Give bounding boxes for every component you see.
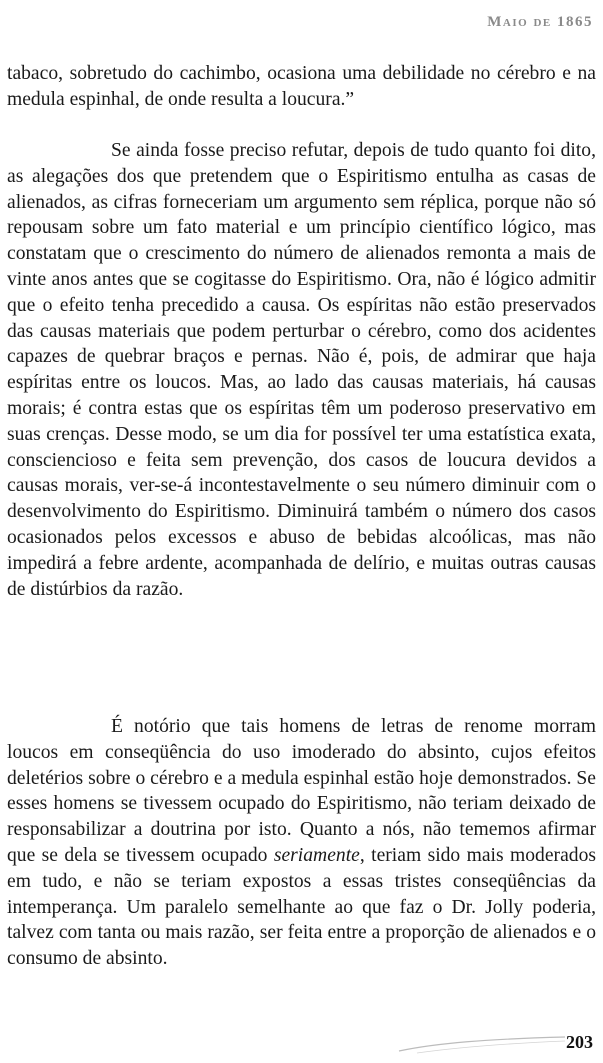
- page-number: 203: [566, 1032, 593, 1052]
- decorative-swash-icon: [397, 1033, 567, 1055]
- page-footer: [0, 1023, 603, 1063]
- paragraph-3-text-end: , teriam sido mais moderados em tudo, e não se teriam expostos a essas tristes conseqüências da intemperança. Um paralelo semelhante ao que faz o Dr. Jolly poderia, talvez com tanta ou mais razão, ser feita entre a proporção de alienados e o consumo de absinto.: [7, 844, 596, 970]
- paragraph-continuation: tabaco, sobretudo do cachimbo, ocasiona uma debilidade no cérebro e na medula espinhal, de onde resulta a loucura.”: [7, 63, 596, 110]
- paragraph-3: [7, 714, 596, 972]
- running-header: Maio de 1865: [487, 14, 593, 30]
- emphasis-seriamente: seriamente: [273, 844, 360, 866]
- paragraph-3-text-start: É notório que tais homens de letras de renome morram loucos em conseqüência do uso imoderado do absinto, cujos efeitos deletérios sobre o cérebro e a medula espinhal estão hoje demonstrados. Se esses homens se tivessem ocupado do Espiritismo, não teriam deixado de responsabilizar a doutrina por isto. Quanto a nós, não tememos afirmar que se dela se tivessem ocupado: [7, 716, 596, 866]
- paragraph-2: Se ainda fosse preciso refutar, depois de tudo quanto foi dito, as alegações dos que pretendem que o Espiritismo entulha as casas de alienados, as cifras forneceriam um argumento sem réplica, porque não só repousam sobre um fato material e um princípio científico lógico, mas constatam que o crescimento do número de alienados remonta a mais de vinte anos antes que se cogitasse do Espiritismo. Ora, não é lógico admitir que o efeito tenha precedido a causa. Os espíritas não estão preservados das causas materiais que podem perturbar o cérebro, como dos acidentes capazes de quebrar braços e pernas. Não é, pois, de admirar que haja espíritas entre os loucos. Mas, ao lado das causas materiais, há causas morais; é contra estas que os espíritas têm um poderoso preservativo em suas crenças. Desse modo, se um dia for possível ter uma estatística exata, consciencioso e feita sem prevenção, dos casos de loucura devidos a causas morais, ver-se-á incontestavelmente o seu número diminuir com o desenvolvimento do Espiritismo. Diminuirá também o número dos casos ocasionados pelos excessos e abuso de bebidas alcoólicas, mas não impedirá a febre ardente, acompanhada de delírio, e muitas outras causas de distúrbios da razão.: [7, 140, 596, 600]
